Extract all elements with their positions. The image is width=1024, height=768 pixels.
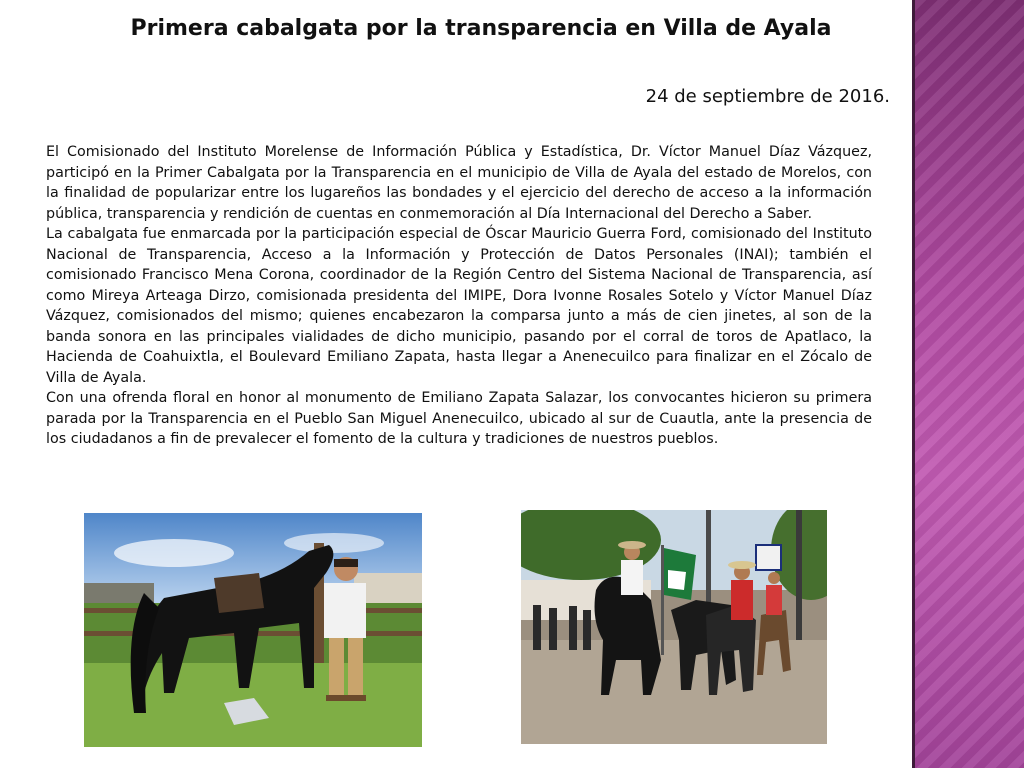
date: 24 de septiembre de 2016.: [645, 86, 890, 107]
decorative-side-band: [912, 0, 1024, 768]
photo-riders-parade: [521, 510, 827, 744]
photo-riders-parade-image: [521, 510, 827, 744]
photo-man-with-horse-image: [84, 513, 422, 747]
body-text: [46, 142, 872, 450]
paragraph-intro: El Comisionado del Instituto Morelense de Información Pública y Estadística, Dr. Víctor Manuel Díaz Vázquez, participó en la Primer Cabalgata por la Transparencia en el municipio de Villa de Ayala del estado de Morelos, con la finalidad de popularizar entre los lugareños las bondades y el ejercicio del derecho de acceso a la información pública, transparencia y rendición de cuentas en conmemoración al Día Internacional del Derecho a Saber.: [46, 144, 872, 222]
paragraph-participants: La cabalgata fue enmarcada por la participación especial de Óscar Mauricio Guerra Ford, comisionado del Instituto Nacional de Transparencia, Acceso a la Información y Protección de Datos Personales (INAI); también el comisionado Francisco Mena Corona, coordinador de la Región Centro del Sistema Nacional de Transparencia, así como Mireya Arteaga Dirzo, comisionada presidenta del IMIPE, Dora Ivonne Rosales Sotelo y Víctor Manuel Díaz Vázquez, comisionados del mismo; quienes encabezaron la comparsa junto a más de cien jinetes, al son de la banda sonora en las principales vialidades de dicho municipio, pasando por el corral de toros de Apatlaco, la Hacienda de Coahuixtla, el Boulevard Emiliano Zapata, hasta llegar a Anenecuilco para finalizar en el Zócalo de Villa de Ayala.: [46, 226, 872, 386]
photo-man-with-horse: [84, 513, 422, 747]
paragraph-offering: Con una ofrenda floral en honor al monumento de Emiliano Zapata Salazar, los convocantes hicieron su primera parada por la Transparencia en el Pueblo San Miguel Anenecuilco, ubicado al sur de Cuautla, ante la presencia de los ciudadanos a fin de prevalecer el fomento de la cultura y tradiciones de nuestros pueblos.: [46, 390, 872, 447]
headline: Primera cabalgata por la transparencia en Villa de Ayala: [130, 16, 832, 41]
